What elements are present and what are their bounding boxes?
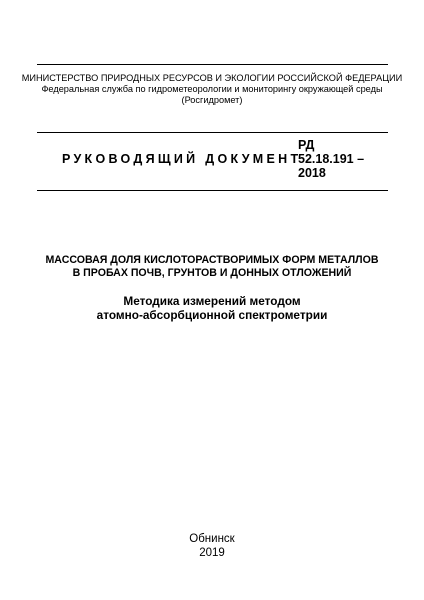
middle-divider [37, 132, 388, 133]
document-type: РУКОВОДЯЩИЙ ДОКУМЕНТ [62, 152, 302, 166]
document-title-line2: В ПРОБАХ ПОЧВ, ГРУНТОВ И ДОННЫХ ОТЛОЖЕНИЙ [72, 266, 352, 279]
service-abbreviation: (Росгидромет) [181, 95, 243, 105]
document-code-number: 52.18.191 – [298, 152, 365, 166]
top-divider [37, 64, 388, 65]
document-code-prefix: РД [298, 138, 315, 152]
service-name: Федеральная служба по гидрометеорологии и мониторингу окружающей среды [41, 84, 383, 94]
document-code-year: 2018 [298, 166, 326, 180]
document-subtitle [0, 294, 424, 322]
ministry-name: МИНИСТЕРСТВО ПРИРОДНЫХ РЕСУРСОВ И ЭКОЛОГИИ РОССИЙСКОЙ ФЕДЕРАЦИИ [21, 73, 403, 83]
document-subtitle-line2: атомно-абсорбционной спектрометрии [96, 308, 328, 322]
lower-divider [37, 190, 388, 191]
publication-city: Обнинск [189, 533, 235, 545]
document-title-line1: МАССОВАЯ ДОЛЯ КИСЛОТОРАСТВОРИМЫХ ФОРМ МЕТАЛЛОВ [45, 254, 379, 266]
publication-info [0, 532, 424, 560]
document-code [298, 138, 364, 180]
agency-header [0, 73, 424, 106]
document-title [0, 254, 424, 279]
publication-year: 2019 [199, 547, 225, 559]
document-subtitle-line1: Методика измерений методом [123, 294, 301, 308]
